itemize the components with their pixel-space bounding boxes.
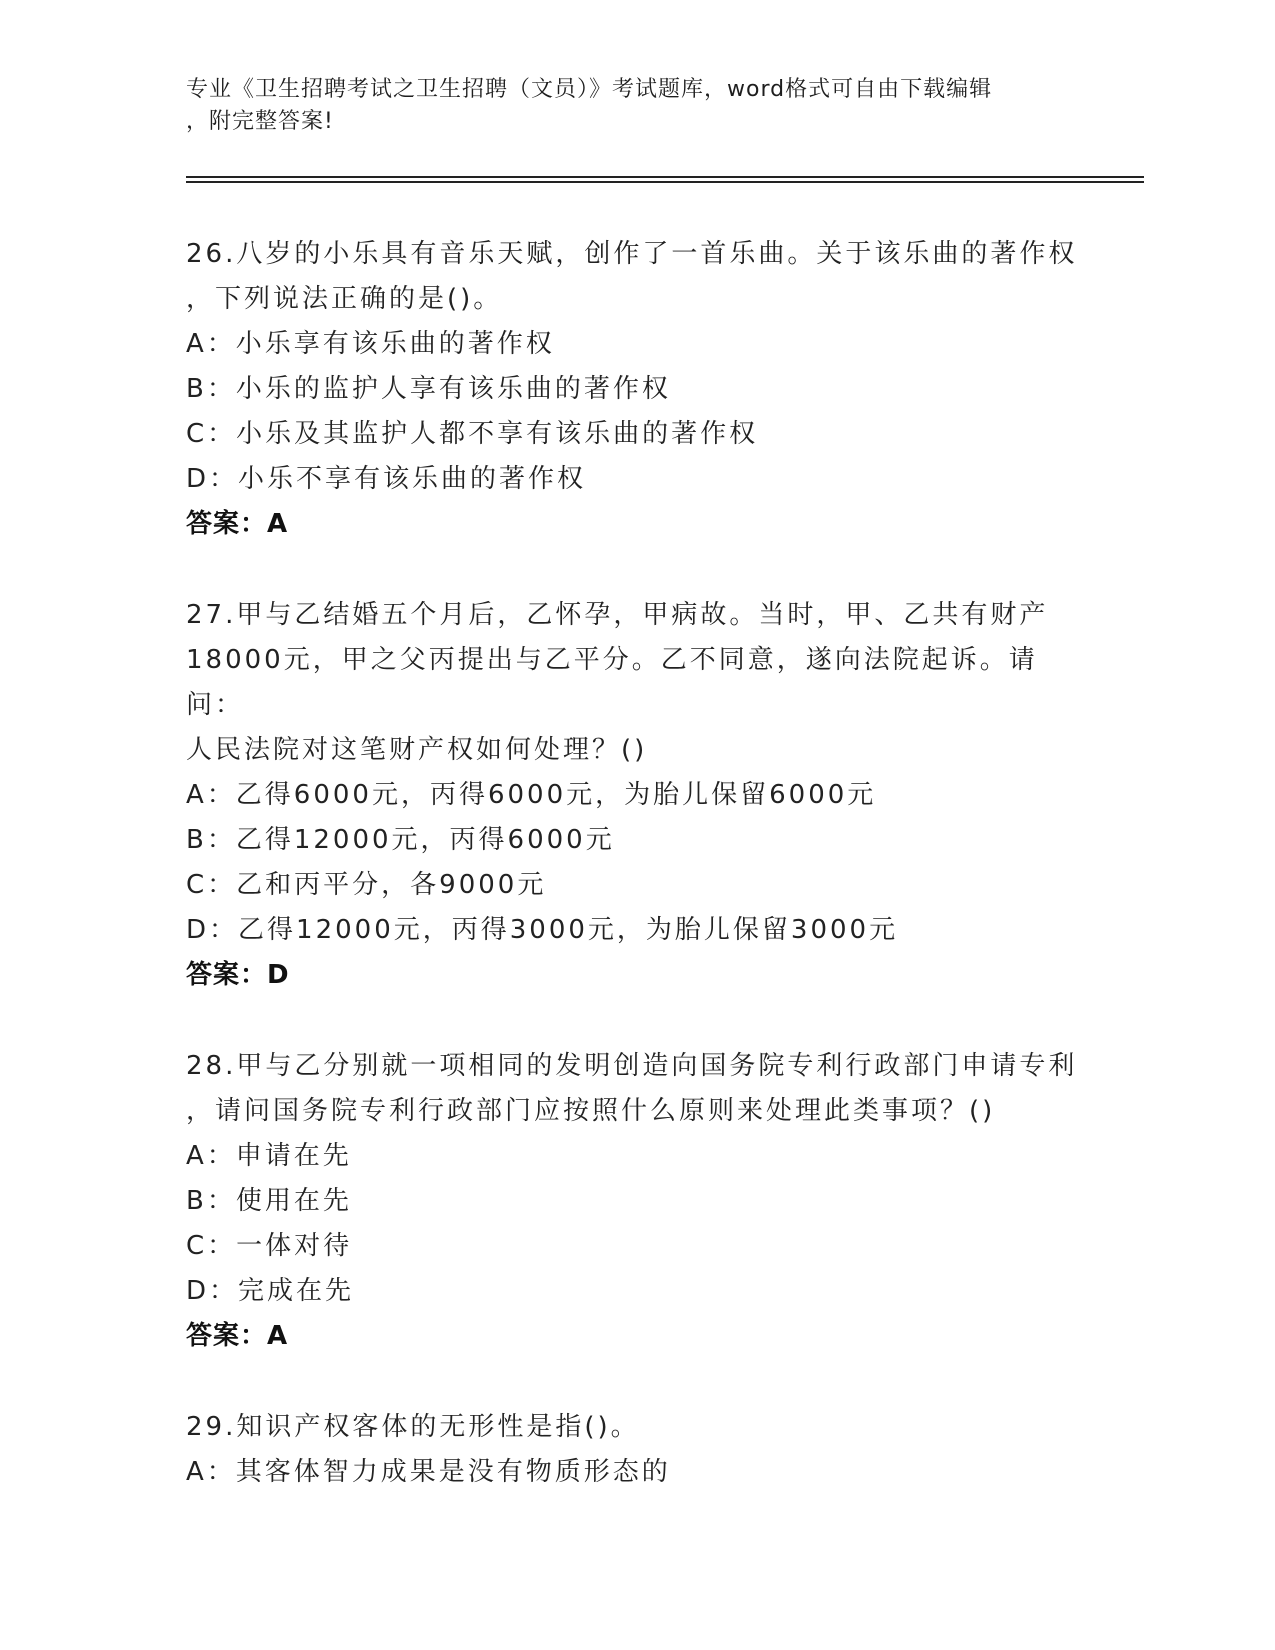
question-27 — [186, 593, 1086, 998]
option-b: B：乙得12000元，丙得6000元 — [186, 825, 615, 855]
option-d: D：完成在先 — [186, 1276, 355, 1306]
question-28 — [186, 1044, 1086, 1359]
option-b: B：小乐的监护人享有该乐曲的著作权 — [186, 374, 671, 404]
option-c: C：一体对待 — [186, 1231, 353, 1261]
answer-label: 答案：A — [186, 509, 289, 539]
question-26 — [186, 232, 1086, 547]
option-a: A：乙得6000元，丙得6000元，为胎儿保留6000元 — [186, 780, 877, 810]
document-header — [186, 74, 1066, 138]
question-stem-line: 28.甲与乙分别就一项相同的发明创造向国务院专利行政部门申请专利 — [186, 1051, 1078, 1081]
question-stem-line: 26.八岁的小乐具有音乐天赋，创作了一首乐曲。关于该乐曲的著作权 — [186, 239, 1078, 269]
question-stem-line: ，下列说法正确的是()。 — [186, 284, 503, 314]
question-stem-line: ，请问国务院专利行政部门应按照什么原则来处理此类事项？() — [186, 1096, 996, 1126]
option-d: D：小乐不享有该乐曲的著作权 — [186, 464, 587, 494]
question-stem-line: 人民法院对这笔财产权如何处理？() — [186, 735, 648, 765]
question-stem-line: 18000元，甲之父丙提出与乙平分。乙不同意，遂向法院起诉。请问： — [186, 645, 1038, 720]
header-divider-top — [186, 176, 1144, 178]
header-divider-bottom — [186, 181, 1144, 183]
question-29 — [186, 1405, 1086, 1495]
option-b: B：使用在先 — [186, 1186, 352, 1216]
option-c: C：乙和丙平分，各9000元 — [186, 870, 547, 900]
option-d: D：乙得12000元，丙得3000元，为胎儿保留3000元 — [186, 915, 899, 945]
option-c: C：小乐及其监护人都不享有该乐曲的著作权 — [186, 419, 759, 449]
option-a: A：小乐享有该乐曲的著作权 — [186, 329, 555, 359]
answer-label: 答案：D — [186, 960, 290, 990]
question-list — [186, 232, 1086, 1541]
header-line-1: 专业《卫生招聘考试之卫生招聘（文员）》考试题库，word格式可自由下载编辑 — [186, 77, 993, 102]
answer-label: 答案：A — [186, 1321, 289, 1351]
option-a: A：申请在先 — [186, 1141, 352, 1171]
header-line-2: ，附完整答案! — [186, 109, 334, 134]
question-stem-line: 27.甲与乙结婚五个月后，乙怀孕，甲病故。当时，甲、乙共有财产 — [186, 600, 1049, 630]
question-stem-line: 29.知识产权客体的无形性是指()。 — [186, 1412, 640, 1442]
option-a: A：其客体智力成果是没有物质形态的 — [186, 1457, 671, 1487]
